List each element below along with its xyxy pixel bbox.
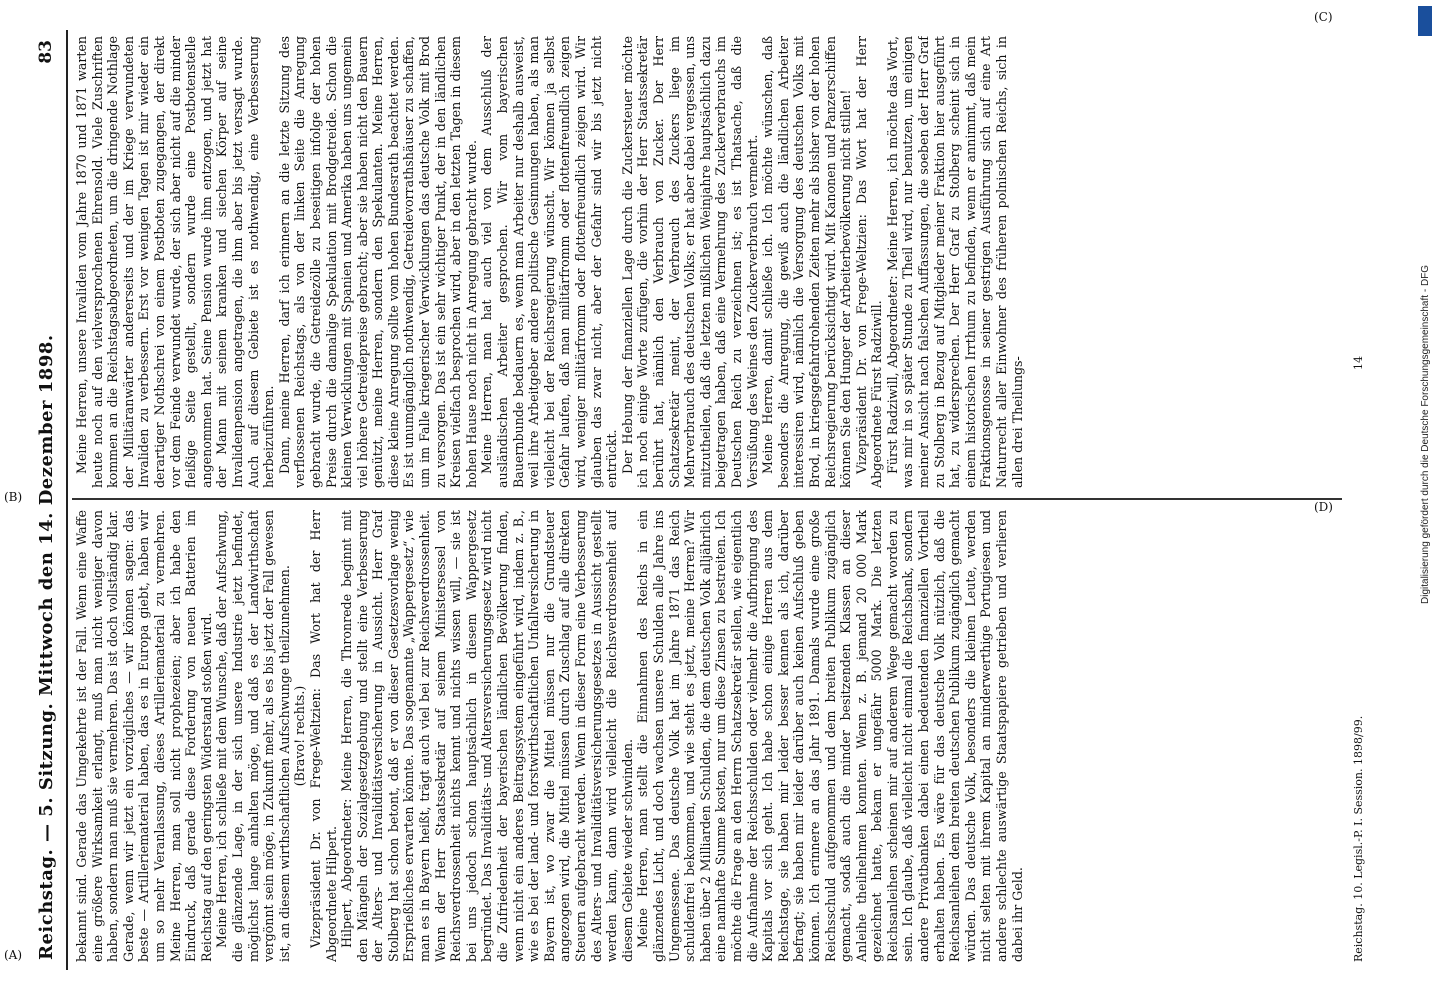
margin-marker-c: (C) <box>1314 10 1333 24</box>
right-column-paragraph: Meine Herren, damit schließe ich. Ich möchte wünschen, daß besonders die Anregung, die gewiß auch die ländlichen Arbeiter interessiren wird, nämlich die Versorgung des deutschen Volks mit Brod, in kriegsgefahrdrohenden Zeiten mehr als bisher von der hohen Reichsregierung berücksichtigt wird. Mit Kanonen und Panzerschiffen können Sie den Hunger der Arbeiterbevölkerung nicht stillen! <box>760 36 854 488</box>
left-column <box>74 510 1344 962</box>
right-column-paragraph: Vizepräsident Dr. von Frege-Weltzien: Das Wort hat der Herr Abgeordnete Fürst Radziwill. <box>853 36 885 488</box>
left-column-paragraph: Meine Herren, man stellt die Einnahmen des Reichs in ein glänzendes Licht, und doch wachsen unsere Schulden alle Jahre ins Ungemessene. Das deutsche Volk hat im Jahre 1871 das Reich schuldenfrei bekommen, und wie steht es jetzt, meine Herren? Wir haben über 2 Milliarden Schulden, die dem deutschen Volk alljährlich eine namhafte Summe kosten, nur um diese Zinsen zu bestreiten. Ich möchte die Frage an den Herrn Schatzsekretär stellen, wie eigentlich die Aufnahme der Reichsschulden oder vielmehr die Aufbringung des Kapitals vor sich geht. Ich habe schon einige Herren aus dem Reichstage, sie haben mir leider besser kennen als ich, darüber befragt; sie haben mir leider darüber auch keinen Aufschluß geben können. Ich erinnere an das Jahr 1891. Damals wurde eine große Reichsschuld aufgenommen und dem breiten Publikum zugänglich gemacht, sodaß auch die minder besitzenden Klassen an dieser Anleihe theilnehmen konnten. Wenn z. B. jemand 20 000 Mark gezeichnet hatte, bekam er ungefähr 5000 Mark. Die letzten Reichsanleihen scheinen mir auf anderem Wege gemacht worden zu sein. Ich glaube, daß vielleicht nicht einmal die Reichsbank, sondern andere Privatbanken dabei einen bedeutenden finanziellen Vortheil erhalten haben. Es wäre für das deutsche Volk nützlich, daß die Reichsanleihen dem breiten deutschen Publikum zugänglich gemacht würden. Das deutsche Volk, besonders die kleinen Leute, werden nicht selten mit ihrem Kapital an minderwerthige Portugiesen und andere schlechte auswärtige Staatspapiere getrieben und verlieren dabei ihr Geld. <box>635 510 1025 962</box>
right-column-paragraph: Fürst Radziwill, Abgeordneter: Meine Herren, ich möchte das Wort, was mir in so später Stunde zu Theil wird, nur benutzen, um einigen meiner Ansicht nach falschen Auffassungen, die soeben der Herr Graf zu Stolberg in Bezug auf Mitglieder meiner Fraktion hier ausgeführt hat, zu widersprechen. Der Herr Graf zu Stolberg scheint sich in einem historischen Irrthum zu befinden, wenn er annimmt, daß mein Fraktionsgenosse in seiner gestrigen Ausführung sich auf eine Art Naturrecht aller Einwohner des früheren polnischen Reichs, sich in allen drei Theilungs- <box>884 36 1025 488</box>
margin-marker-d: (D) <box>1314 500 1333 514</box>
column-divider <box>72 499 1342 501</box>
header-rule <box>66 30 68 970</box>
page-footer <box>1350 30 1370 970</box>
footer-session: Reichstag. 10. Legisl.-P. I. Session. 1898/99. <box>1352 715 1365 962</box>
running-header <box>32 30 62 970</box>
left-column-paragraph: Meine Herren, ich schließe mit dem Wunsche, daß der Aufschwung, die glänzende Lage, in der sich unsere Industrie jetzt befindet, möglichst lange anhalten möge, und daß es der Landwirthschaft vergönnt sein möge, in Zukunft mehr, als es bis jetzt der Fall gewesen ist, an diesem wirthschaftlichen Aufschwunge theilzunehmen. <box>214 510 292 962</box>
footer-sig: 14 <box>1352 356 1365 370</box>
rotated-page-content <box>32 30 1372 970</box>
right-column <box>74 36 1344 488</box>
left-column-paragraph: (Bravo! rechts.) <box>292 685 308 787</box>
right-column-paragraph: Dann, meine Herren, darf ich erinnern an die letzte Sitzung des verflossenen Reichstags, als von der linken Seite die Anregung gebracht wurde, die Getreidezölle zu beseitigen infolge der hohen Preise durch die damalige Spekulation mit Brodgetreide. Schon die kleinen Verwicklungen mit Spanien und Amerika haben uns ungemein viel höhere Getreidepreise gebracht; aber sie haben nicht den Bauern genützt, meine Herren, sondern den Spekulanten. Meine Herren, diese kleine Anregung sollte vom hohen Bundesrath beachtet werden. Es ist unumgänglich nothwendig, Getreidevorrathshäuser zu schaffen, um im Falle kriegerischer Verwicklungen das deutsche Volk mit Brod zu versorgen. Das ist ein sehr wichtiger Punkt, der in den ländlichen Kreisen vielfach besprochen wird, aber in den letzten Tagen in diesem hohen Hause noch nicht in Anregung gebracht wurde. <box>276 36 479 488</box>
right-column-paragraph: Meine Herren, unsere Invaliden vom Jahre 1870 und 1871 warten heute noch auf den vielversprochenen Ehrensold. Viele Zuschriften kommen an die Reichstagsabgeordneten, um die dringende Nothlage der Militäranwärter andererseits und der im Kriege verwundeten Invaliden zu verbessern. Erst vor wenigen Tagen ist mir wieder ein derartiger Nothschrei von einem Postboten zugegangen, der direkt vor dem Feinde verwundet wurde, der sich aber nicht auf die minder fleißige Seite gestellt, sondern wurde eine Postbotenstelle angenommen hat. Seine Pension wurde ihm entzogen, und jetzt hat der Mann mit seinem kranken und siechen Körper auf seine Invalidenpension angetragen, die ihm aber bis jetzt versagt wurde. Auch auf diesem Gebiete ist es nothwendig, eine Verbesserung herbeizuführen. <box>74 36 277 488</box>
left-column-paragraph: Vizepräsident Dr. von Frege-Weltzien: Das Wort hat der Herr Abgeordnete Hilpert. <box>307 510 339 962</box>
margin-marker-a: (A) <box>4 948 23 962</box>
right-column-paragraph: Meine Herren, man hat auch viel von dem Ausschluß der ausländischen Arbeiter gesprochen. Wir vom bayerischen Bauernbunde bedauern es, wenn man Arbeiter nur deshalb ausweist, weil ihre Arbeitgeber andere politische Gesinnungen haben, als man vielleicht bei der Reichsregierung wünscht. Wir können ja selbst Gefahr laufen, daß man militärfromm oder flottenfreundlich zeigen wird, weniger militärfromm oder flottenfreundlich zeigen wird. Wir glauben das zwar nicht, aber der Gefahr sind wir bis jetzt nicht entrückt. <box>479 36 620 488</box>
digitization-notice: Digitalisierung gefördert durch die Deutsche Forschungsgemeinschaft - DFG <box>1420 264 1431 604</box>
header-title: Reichstag. — 5. Sitzung. Mittwoch den 14. Dezember 1898. <box>36 334 57 960</box>
left-column-paragraph: Hilpert, Abgeordneter: Meine Herren, die Thronrede beginnt mit den Mängeln der Sozialgesetzgebung und stellt eine Verbesserung der Alters- und Invaliditätsversicherung in Aussicht. Herr Graf Stolberg hat schon betont, daß er von dieser Gesetzesvorlage wenig Ersprießliches erwarten könnte. Das sogenannte „Wappergesetz“, wie man es in Bayern heißt, trägt auch viel bei zur Reichsverdrossenheit. Wenn der Herr Staatssekretär auf seinem Ministersessel von Reichsverdrossenheit nichts kennt und nichts wissen will, — sie ist bei uns jedoch schon hauptsächlich in diesem Wappergesetz begründet. Das Invaliditäts- und Altersversicherungsgesetz wird nicht die Zufriedenheit der bayerischen ländlichen Bevölkerung finden, wenn nicht ein anderes Beitragssystem eingeführt wird, indem z. B., wie es bei der land- und forstwirthschaftlichen Unfallversicherung in Bayern ist, wo zwar die Mittel müssen nur die Grundsteuer angezogen wird, die Mittel müssen durch Zuschlag auf alle direkten Steuern aufgebracht werden. Wenn in dieser Form eine Verbesserung des Alters- und Invaliditätsversicherungsgesetzes in Aussicht gestellt werden kann, dann wird vielleicht die Reichsverdrossenheit auf diesem Gebiete wieder schwinden. <box>339 510 635 962</box>
dfg-logo-icon <box>1418 6 1432 36</box>
right-column-paragraph: Der Hebung der finanziellen Lage durch die Zuckersteuer möchte ich noch einige Worte zufügen, die vorhin der Herr Staatssekretär berührt hat, nämlich den Verbrauch von Zucker. Der Herr Schatzsekretär meint, der Verbrauch des Zuckers liege im Mehrverbrauch des deutschen Volks; er hat aber dabei vergessen, uns mitzutheilen, daß die letzten mißlichen Weinjahre hauptsächlich dazu beigetragen haben, daß eine Vermehrung des Zuckerverbrauchs im Deutschen Reich zu verzeichnen ist; es ist Thatsache, daß die Versüßung des Weines den Zuckerverbrauch vermehrt. <box>619 36 760 488</box>
left-column-paragraph: bekannt sind. Gerade das Umgekehrte ist der Fall. Wenn eine Waffe eine größere Wirksamkeit erlangt, muß man nicht weniger davon haben, sondern man muß sie vermehren. Das ist doch vollständig klar. Gerade, wenn wir jetzt ein vorzügliches — wir können sagen: das beste — Artilleriematerial haben, das es in Europa giebt, haben wir um so mehr Veranlassung, dieses Artilleriematerial zu vermehren. Meine Herren, man soll nicht prophezeien; aber ich habe den Eindruck, daß gerade diese Forderung von neuen Batterien im Reichstag auf den geringsten Widerstand stoßen wird. <box>74 510 214 962</box>
page-number: 83 <box>36 40 56 64</box>
margin-marker-b: (B) <box>4 490 23 504</box>
